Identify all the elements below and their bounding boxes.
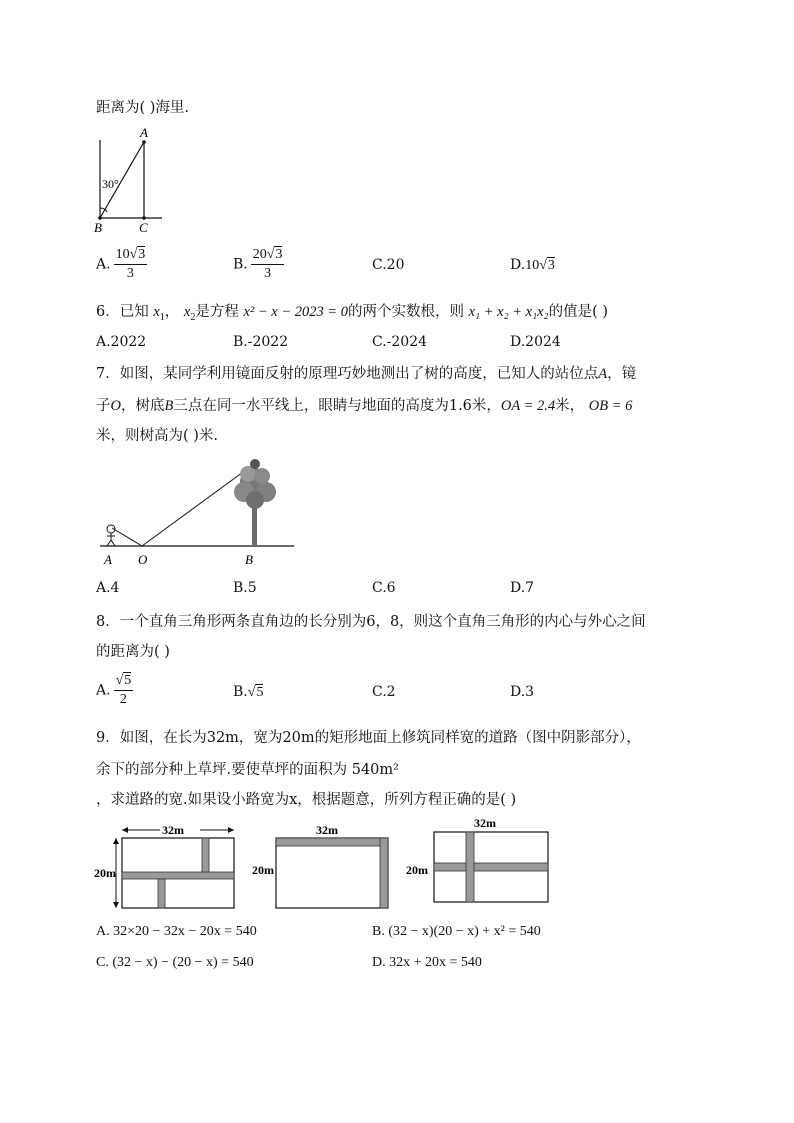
- q9-fig3-length: 32m: [474, 816, 496, 830]
- q5-label-a: A: [140, 125, 148, 140]
- q5-stem-tail: 距离为( )海里.: [96, 100, 190, 116]
- q9-fig1-length: 32m: [162, 823, 184, 837]
- q9-option-a[interactable]: A. 32×20 − 32x − 20x = 540: [96, 924, 257, 939]
- q9-stem-line3: ，求道路的宽.如果设小路宽为x，根据题意，所列方程正确的是( ): [96, 792, 517, 808]
- person-icon: [107, 525, 115, 546]
- q7-option-c[interactable]: C.6: [372, 580, 396, 596]
- q9-figure-2: [248, 820, 398, 912]
- q5-option-b[interactable]: B. $\frac{20√3}{3}$: [233, 247, 283, 281]
- q8-stem-line2: 的距离为( ): [96, 644, 170, 660]
- q9-option-c[interactable]: C. (32 − x) − (20 − x) = 540: [96, 955, 254, 970]
- q5-label-c: C: [139, 220, 148, 234]
- q6-option-a[interactable]: A.2022: [96, 334, 147, 350]
- q8-option-b[interactable]: B.√5: [233, 684, 264, 700]
- q7-option-d[interactable]: D.7: [510, 580, 535, 596]
- q9-stem-line2: 余下的部分种上草坪.要使草坪的面积为 540m²: [96, 762, 399, 778]
- q7-label-b: B: [245, 552, 253, 567]
- q7-option-b[interactable]: B.5: [233, 580, 257, 596]
- q9-option-d[interactable]: D. 32x + 20x = 540: [372, 955, 482, 970]
- q5-option-c[interactable]: C.20: [372, 257, 405, 273]
- q7-stem-line1: 7．如图，某同学利用镜面反射的原理巧妙地测出了树的高度，已知人的站位点A，镜: [96, 366, 637, 382]
- q9-fig1-width: 20m: [94, 866, 116, 880]
- q9-figure-3: [404, 812, 554, 904]
- q7-option-a[interactable]: A.4: [96, 580, 120, 596]
- q5-angle-label: 30°: [102, 177, 119, 191]
- q7-stem-line3: 米，则树高为( )米.: [96, 428, 219, 444]
- q9-fig3-width: 20m: [406, 863, 428, 877]
- q5-option-d[interactable]: D.10√3: [510, 257, 555, 273]
- q6-stem: 6．已知 $x_1$， $x_2$是方程 x² − x − 2023 = 0的两个实数根，则 x₁ + x₂ + x₁x₂的值是( ): [96, 304, 609, 323]
- q9-figure-1: [94, 820, 244, 912]
- q9-fig2-width: 20m: [252, 863, 274, 877]
- q9-stem-line1: 9．如图，在长为32m，宽为20m的矩形地面上修筑同样宽的道路（图中阴影部分），: [96, 730, 641, 746]
- q5-figure: [88, 122, 178, 234]
- q7-stem-line2: 子O，树底B三点在同一水平线上，眼睛与地面的高度为1.6米，OA = 2.4米， OB = 6: [96, 398, 633, 414]
- q7-label-a: A: [104, 552, 112, 567]
- q9-fig2-length: 32m: [316, 823, 338, 837]
- tree-icon: [234, 459, 276, 546]
- q8-stem-line1: 8．一个直角三角形两条直角边的长分别为6，8，则这个直角三角形的内心与外心之间: [96, 614, 646, 630]
- q8-option-a[interactable]: A. $\frac{√5}{2}$: [96, 673, 132, 707]
- q7-label-o: O: [138, 552, 148, 567]
- q8-option-d[interactable]: D.3: [510, 684, 535, 700]
- q5-option-a[interactable]: A. $\frac{10√3}{3}$: [96, 247, 146, 281]
- q6-option-b[interactable]: B.-2022: [233, 334, 289, 350]
- q5-label-b: B: [94, 220, 102, 234]
- q7-figure: [98, 452, 298, 572]
- q6-option-c[interactable]: C.-2024: [372, 334, 428, 350]
- q9-option-b[interactable]: B. (32 − x)(20 − x) + x² = 540: [372, 924, 541, 939]
- q8-option-c[interactable]: C.2: [372, 684, 396, 700]
- q6-option-d[interactable]: D.2024: [510, 334, 561, 350]
